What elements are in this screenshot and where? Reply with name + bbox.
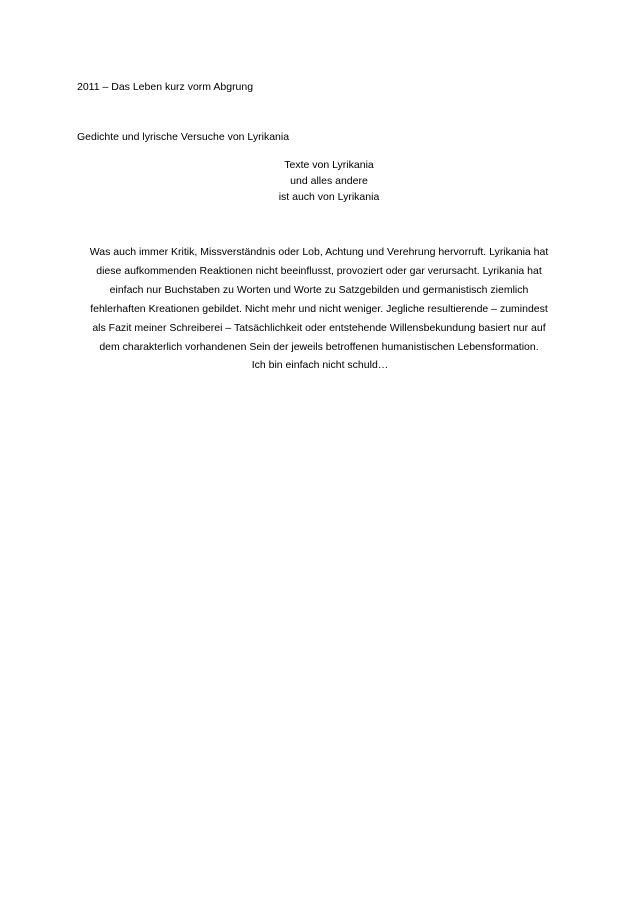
credits-line: Texte von Lyrikania (284, 159, 374, 171)
credits-line: und alles andere (290, 175, 368, 187)
paragraph-line: diese aufkommenden Reaktionen nicht beeinflusst, provoziert oder gar verursacht. Lyrikania hat (96, 265, 542, 277)
document-subtitle: Gedichte und lyrische Versuche von Lyrikania (77, 131, 290, 143)
paragraph-line: fehlerhaften Kreationen gebildet. Nicht mehr und nicht weniger. Jegliche resultierende – zumindest (90, 303, 548, 315)
credits-block (0, 157, 638, 205)
credits-line: ist auch von Lyrikania (278, 191, 380, 203)
document-title: 2011 – Das Leben kurz vorm Abgrung (77, 81, 254, 93)
closing-line (0, 358, 638, 372)
paragraph-line: einfach nur Buchstaben zu Worten und Worte zu Satzgebilden und germanistisch ziemlich (109, 284, 529, 296)
paragraph-line: dem charakterlich vorhandenen Sein der jeweils betroffenen humanistischen Lebensformation. (99, 341, 539, 353)
closing-text: Ich bin einfach nicht schuld… (251, 359, 389, 371)
paragraph-line: als Fazit meiner Schreiberei – Tatsächlichkeit oder entstehende Willensbekundung basiert nur auf (92, 322, 546, 334)
disclaimer-paragraph (66, 243, 572, 357)
paragraph-line: Was auch immer Kritik, Missverständnis oder Lob, Achtung und Verehrung hervorruft. Lyrikania hat (89, 246, 549, 258)
